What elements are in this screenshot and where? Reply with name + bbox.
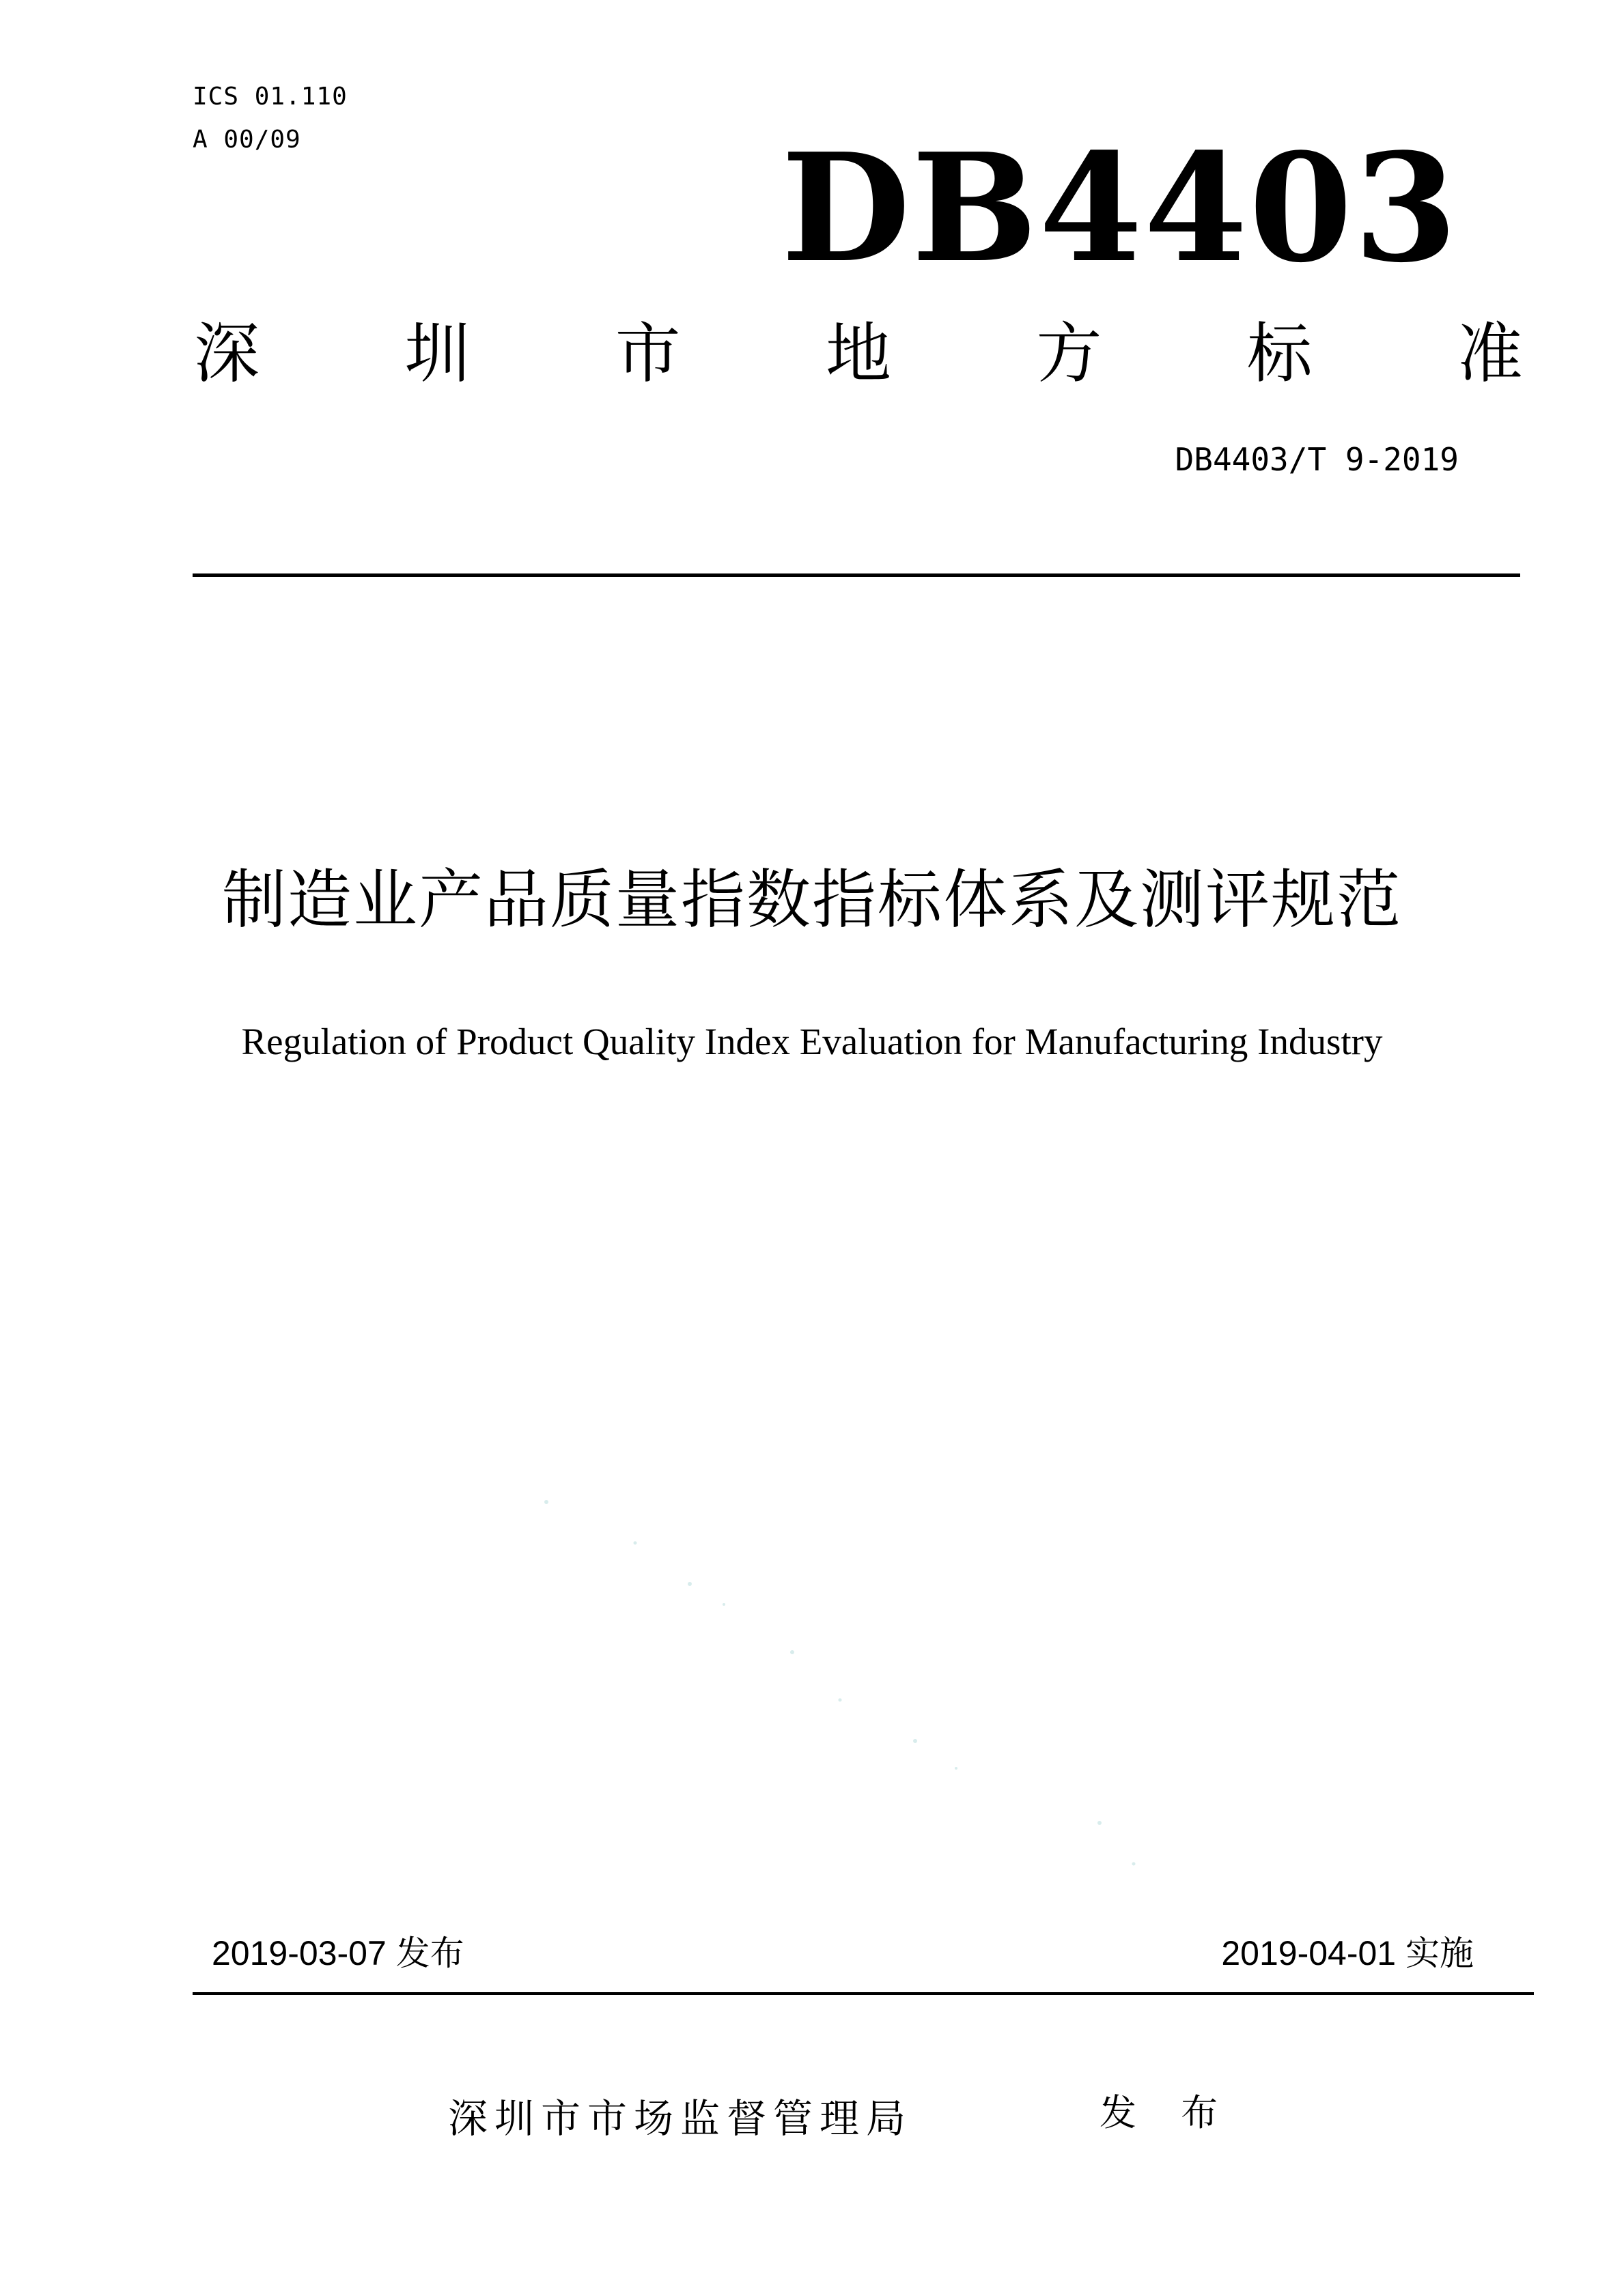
issue-date: 2019-03-07 发布: [212, 1934, 464, 1972]
title-english: Regulation of Product Quality Index Evaluation for Manufacturing Industry: [241, 1021, 1383, 1062]
faint-watermark: [410, 1379, 1229, 1898]
title-chinese: 制造业产品质量指数指标体系及测评规范: [221, 863, 1402, 937]
standard-type-char: 地: [825, 315, 891, 392]
issuing-authority: 深圳市市场监督管理局: [448, 2095, 913, 2142]
standard-type-char: 标: [1246, 315, 1313, 392]
standard-type-char: 圳: [404, 315, 471, 392]
standard-type-char: 准: [1457, 315, 1523, 392]
standard-number: DB4403/T 9-2019: [1175, 441, 1459, 478]
footer-divider: [193, 1992, 1534, 1995]
implementation-date: 2019-04-01 实施: [1221, 1934, 1474, 1972]
standard-type-heading: [194, 315, 1523, 392]
standard-type-char: 深: [194, 315, 260, 392]
header-divider: [193, 573, 1520, 577]
standard-type-char: 市: [615, 315, 681, 392]
publish-label: 发 布: [1100, 2091, 1235, 2134]
standard-logo: DB4403: [781, 121, 1459, 296]
ics-code: ICS 01.110: [193, 83, 348, 111]
standard-type-char: 方: [1036, 315, 1102, 392]
classification-code: A 00/09: [193, 126, 301, 154]
